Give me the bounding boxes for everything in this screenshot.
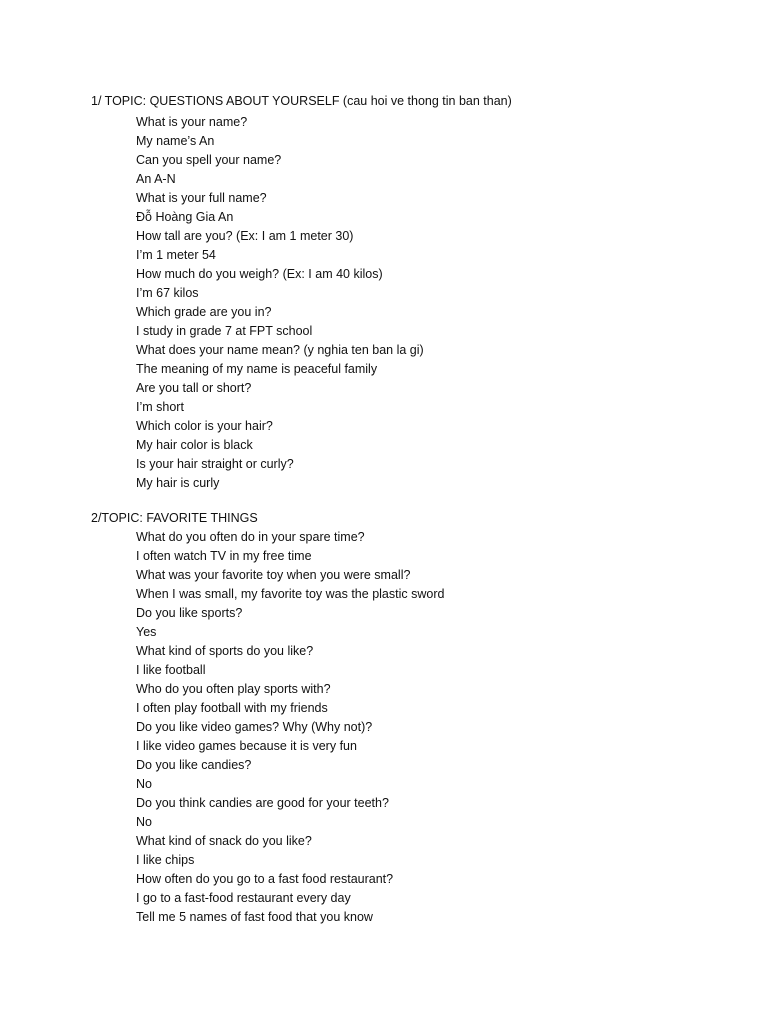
- question-text: Is your hair straight or curly?: [136, 457, 294, 471]
- question-text: What was your favorite toy when you were small?: [136, 568, 411, 582]
- answer-text: I like football: [136, 663, 206, 677]
- answer-text: My name’s An: [136, 134, 215, 148]
- question-text: How much do you weigh? (Ex: I am 40 kilos): [136, 267, 383, 281]
- answer-text: No: [136, 815, 152, 829]
- answer-text: My hair is curly: [136, 476, 220, 490]
- answer-text: I’m short: [136, 400, 184, 414]
- question-text: Who do you often play sports with?: [136, 682, 331, 696]
- answer-text: I like chips: [136, 853, 195, 867]
- answer-text: I’m 1 meter 54: [136, 248, 216, 262]
- question-text: What does your name mean? (y nghia ten ban la gi): [136, 343, 424, 357]
- answer-text: My hair color is black: [136, 438, 253, 452]
- answer-text: No: [136, 777, 152, 791]
- section-title: 2/TOPIC: FAVORITE THINGS: [91, 511, 258, 525]
- answer-text: Yes: [136, 625, 157, 639]
- answer-text: When I was small, my favorite toy was the plastic sword: [136, 587, 445, 601]
- question-text: What is your name?: [136, 115, 248, 129]
- question-text: Do you think candies are good for your teeth?: [136, 796, 389, 810]
- question-text: Do you like sports?: [136, 606, 243, 620]
- answer-text: The meaning of my name is peaceful family: [136, 362, 378, 376]
- answer-text: An A-N: [136, 172, 176, 186]
- question-text: What do you often do in your spare time?: [136, 530, 365, 544]
- question-text: Are you tall or short?: [136, 381, 252, 395]
- question-text: Which color is your hair?: [136, 419, 273, 433]
- question-text: Do you like video games? Why (Why not)?: [136, 720, 373, 734]
- question-text: Do you like candies?: [136, 758, 252, 772]
- question-text: Tell me 5 names of fast food that you know: [136, 910, 373, 924]
- answer-text: Đỗ Hoàng Gia An: [136, 210, 234, 224]
- answer-text: I often watch TV in my free time: [136, 549, 312, 563]
- question-text: Which grade are you in?: [136, 305, 272, 319]
- question-text: How often do you go to a fast food restaurant?: [136, 872, 394, 886]
- answer-text: I’m 67 kilos: [136, 286, 199, 300]
- section-title: 1/ TOPIC: QUESTIONS ABOUT YOURSELF (cau hoi ve thong tin ban than): [91, 94, 512, 108]
- question-text: What kind of sports do you like?: [136, 644, 314, 658]
- question-text: Can you spell your name?: [136, 153, 282, 167]
- question-text: What is your full name?: [136, 191, 267, 205]
- answer-text: I go to a fast-food restaurant every day: [136, 891, 351, 905]
- question-text: How tall are you? (Ex: I am 1 meter 30): [136, 229, 354, 243]
- question-text: What kind of snack do you like?: [136, 834, 312, 848]
- answer-text: I like video games because it is very fun: [136, 739, 357, 753]
- answer-text: I often play football with my friends: [136, 701, 328, 715]
- answer-text: I study in grade 7 at FPT school: [136, 324, 313, 338]
